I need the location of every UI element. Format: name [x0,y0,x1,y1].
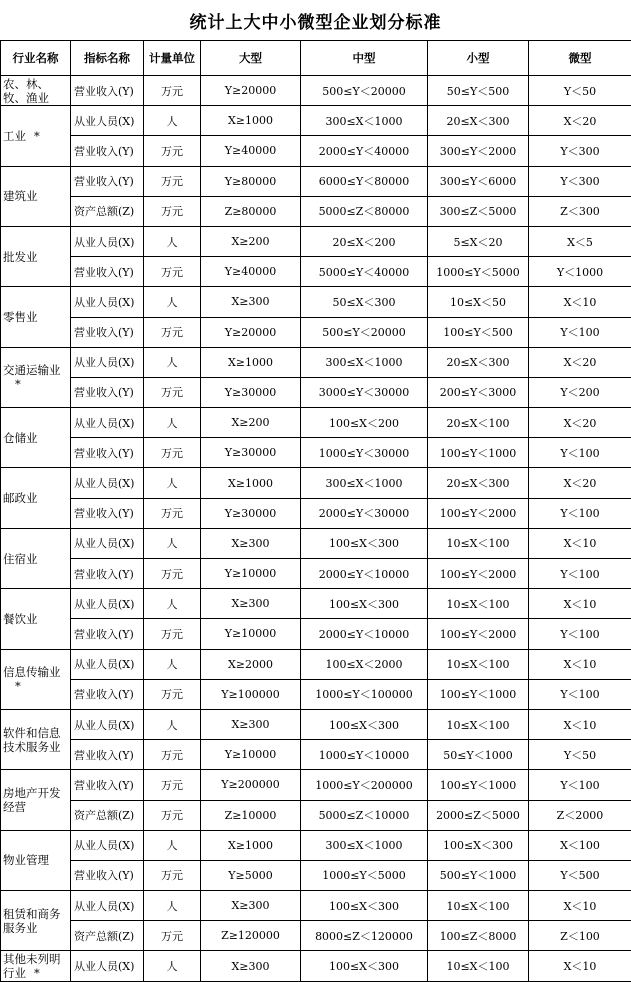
large-cell: X≥1000 [201,106,301,136]
small-cell: 100≤Z＜8000 [428,921,529,951]
unit-cell: 人 [144,106,201,136]
micro-cell: X＜10 [529,649,631,679]
small-cell: 5≤X＜20 [428,226,529,256]
medium-cell: 100≤X＜2000 [301,649,428,679]
metric-cell: 营业收入(Y) [71,740,144,770]
micro-cell: X＜10 [529,287,631,317]
small-cell: 300≤Y＜6000 [428,166,529,196]
medium-cell: 500≤Y＜20000 [301,317,428,347]
unit-cell: 人 [144,589,201,619]
micro-cell: X＜20 [529,347,631,377]
small-cell: 50≤Y＜1000 [428,740,529,770]
large-cell: X≥300 [201,891,301,921]
industry-name-cell [1,287,71,347]
metric-cell: 营业收入(Y) [71,679,144,709]
unit-cell: 万元 [144,921,201,951]
industry-name-cell [1,226,71,286]
metric-cell: 从业人员(X) [71,226,144,256]
header-metric: 指标名称 [71,41,144,76]
industry-name-cell [1,528,71,588]
metric-cell: 资产总额(Z) [71,921,144,951]
unit-cell: 万元 [144,317,201,347]
medium-cell: 2000≤Y＜30000 [301,498,428,528]
unit-cell: 人 [144,287,201,317]
metric-cell: 从业人员(X) [71,106,144,136]
small-cell: 300≤Y＜2000 [428,136,529,166]
metric-cell: 资产总额(Z) [71,196,144,226]
large-cell: Y≥20000 [201,76,301,106]
metric-cell: 营业收入(Y) [71,317,144,347]
table-row [1,528,631,558]
small-cell: 100≤X＜300 [428,830,529,860]
table-row [1,166,631,196]
medium-cell: 300≤X＜1000 [301,830,428,860]
medium-cell: 1000≤Y＜10000 [301,740,428,770]
metric-cell: 营业收入(Y) [71,377,144,407]
metric-cell: 资产总额(Z) [71,800,144,830]
table-row [1,287,631,317]
medium-cell: 100≤X＜300 [301,891,428,921]
metric-cell: 从业人员(X) [71,468,144,498]
micro-cell: Y＜300 [529,166,631,196]
medium-cell: 2000≤Y＜40000 [301,136,428,166]
table-row [1,559,631,589]
industry-name: 交通运输业 [3,363,61,377]
large-cell: X≥1000 [201,347,301,377]
table-row [1,951,631,981]
industry-name: 邮政业 [3,491,38,505]
medium-cell: 300≤X＜1000 [301,468,428,498]
metric-cell: 营业收入(Y) [71,76,144,106]
small-cell: 10≤X＜100 [428,891,529,921]
medium-cell: 100≤X＜300 [301,709,428,739]
micro-cell: Y＜500 [529,860,631,890]
small-cell: 10≤X＜50 [428,287,529,317]
metric-cell: 从业人员(X) [71,287,144,317]
large-cell: X≥1000 [201,830,301,860]
classification-table [0,40,631,982]
table-row [1,438,631,468]
table-row [1,226,631,256]
micro-cell: Y＜300 [529,136,631,166]
large-cell: X≥300 [201,589,301,619]
table-row [1,136,631,166]
large-cell: Z≥80000 [201,196,301,226]
industry-name: 工业 [3,129,26,143]
footnote-star: * [26,966,40,980]
table-row [1,468,631,498]
small-cell: 20≤X＜300 [428,106,529,136]
table-row [1,679,631,709]
micro-cell: Y＜100 [529,559,631,589]
unit-cell: 人 [144,408,201,438]
small-cell: 300≤Z＜5000 [428,196,529,226]
page-title: 统计上大中小微型企业划分标准 [0,0,631,40]
industry-name-cell [1,166,71,226]
metric-cell: 营业收入(Y) [71,257,144,287]
large-cell: X≥2000 [201,649,301,679]
large-cell: Y≥40000 [201,136,301,166]
metric-cell: 从业人员(X) [71,951,144,981]
table-row [1,830,631,860]
large-cell: Z≥120000 [201,921,301,951]
unit-cell: 万元 [144,498,201,528]
industry-name-cell [1,891,71,951]
large-cell: X≥200 [201,408,301,438]
micro-cell: Y＜100 [529,770,631,800]
table-row [1,257,631,287]
industry-name-cell [1,770,71,830]
medium-cell: 500≤Y＜20000 [301,76,428,106]
metric-cell: 从业人员(X) [71,830,144,860]
small-cell: 20≤X＜300 [428,468,529,498]
unit-cell: 万元 [144,136,201,166]
metric-cell: 营业收入(Y) [71,136,144,166]
micro-cell: X＜10 [529,891,631,921]
medium-cell: 100≤X＜300 [301,589,428,619]
micro-cell: X＜10 [529,528,631,558]
small-cell: 10≤X＜100 [428,709,529,739]
metric-cell: 从业人员(X) [71,408,144,438]
table-row [1,106,631,136]
header-small: 小型 [428,41,529,76]
large-cell: Y≥30000 [201,438,301,468]
small-cell: 10≤X＜100 [428,649,529,679]
table-row [1,589,631,619]
small-cell: 200≤Y＜3000 [428,377,529,407]
table-row [1,377,631,407]
medium-cell: 6000≤Y＜80000 [301,166,428,196]
industry-name: 房地产开发经营 [3,786,61,814]
medium-cell: 8000≤Z＜120000 [301,921,428,951]
metric-cell: 营业收入(Y) [71,860,144,890]
large-cell: Y≥30000 [201,498,301,528]
industry-name-cell [1,649,71,709]
medium-cell: 100≤X＜300 [301,951,428,981]
industry-name: 租赁和商务服务业 [3,907,61,935]
small-cell: 10≤X＜100 [428,589,529,619]
unit-cell: 人 [144,891,201,921]
micro-cell: X＜10 [529,709,631,739]
unit-cell: 人 [144,649,201,679]
medium-cell: 1000≤Y＜100000 [301,679,428,709]
table-row [1,76,631,106]
unit-cell: 万元 [144,559,201,589]
footnote-star: * [3,679,68,693]
medium-cell: 1000≤Y＜5000 [301,860,428,890]
footnote-star: * [3,377,68,391]
large-cell: Y≥100000 [201,679,301,709]
micro-cell: X＜20 [529,468,631,498]
metric-cell: 从业人员(X) [71,649,144,679]
table-row [1,408,631,438]
micro-cell: Z＜300 [529,196,631,226]
small-cell: 100≤Y＜1000 [428,679,529,709]
micro-cell: X＜10 [529,951,631,981]
metric-cell: 营业收入(Y) [71,619,144,649]
unit-cell: 万元 [144,800,201,830]
micro-cell: Z＜2000 [529,800,631,830]
micro-cell: X＜100 [529,830,631,860]
table-row [1,891,631,921]
small-cell: 10≤X＜100 [428,951,529,981]
metric-cell: 从业人员(X) [71,347,144,377]
small-cell: 2000≤Z＜5000 [428,800,529,830]
small-cell: 50≤Y＜500 [428,76,529,106]
unit-cell: 万元 [144,438,201,468]
unit-cell: 人 [144,468,201,498]
unit-cell: 人 [144,709,201,739]
large-cell: X≥1000 [201,468,301,498]
medium-cell: 1000≤Y＜200000 [301,770,428,800]
unit-cell: 人 [144,347,201,377]
industry-name: 其他未列明行业 [3,952,61,980]
micro-cell: Z＜100 [529,921,631,951]
header-industry: 行业名称 [1,41,71,76]
unit-cell: 人 [144,528,201,558]
industry-name: 农、林、牧、渔业 [3,77,49,105]
unit-cell: 万元 [144,770,201,800]
micro-cell: Y＜1000 [529,257,631,287]
industry-name-cell [1,468,71,528]
table-row [1,770,631,800]
micro-cell: X＜10 [529,589,631,619]
large-cell: Y≥10000 [201,740,301,770]
medium-cell: 300≤X＜1000 [301,106,428,136]
large-cell: X≥300 [201,287,301,317]
unit-cell: 人 [144,226,201,256]
industry-name-cell [1,709,71,769]
unit-cell: 万元 [144,619,201,649]
unit-cell: 人 [144,830,201,860]
table-row [1,619,631,649]
large-cell: Y≥20000 [201,317,301,347]
table-row [1,860,631,890]
micro-cell: Y＜100 [529,679,631,709]
header-row [1,41,631,76]
medium-cell: 5000≤Z＜80000 [301,196,428,226]
micro-cell: Y＜100 [529,438,631,468]
industry-name: 物业管理 [3,853,49,867]
small-cell: 20≤X＜300 [428,347,529,377]
medium-cell: 100≤X＜200 [301,408,428,438]
small-cell: 100≤Y＜1000 [428,438,529,468]
large-cell: X≥200 [201,226,301,256]
industry-name-cell [1,347,71,407]
header-large: 大型 [201,41,301,76]
metric-cell: 营业收入(Y) [71,498,144,528]
micro-cell: Y＜200 [529,377,631,407]
metric-cell: 营业收入(Y) [71,438,144,468]
industry-name: 信息传输业 [3,665,61,679]
metric-cell: 营业收入(Y) [71,559,144,589]
micro-cell: X＜5 [529,226,631,256]
small-cell: 20≤X＜100 [428,408,529,438]
metric-cell: 从业人员(X) [71,589,144,619]
large-cell: Y≥10000 [201,619,301,649]
large-cell: Y≥5000 [201,860,301,890]
micro-cell: Y＜100 [529,317,631,347]
medium-cell: 2000≤Y＜10000 [301,559,428,589]
medium-cell: 300≤X＜1000 [301,347,428,377]
table-row [1,196,631,226]
header-micro: 微型 [529,41,631,76]
unit-cell: 万元 [144,860,201,890]
industry-name: 餐饮业 [3,612,38,626]
industry-name-cell [1,830,71,890]
metric-cell: 营业收入(Y) [71,166,144,196]
small-cell: 100≤Y＜1000 [428,770,529,800]
table-row [1,649,631,679]
medium-cell: 100≤X＜300 [301,528,428,558]
large-cell: X≥300 [201,951,301,981]
unit-cell: 万元 [144,740,201,770]
industry-name-cell [1,589,71,649]
table-row [1,347,631,377]
medium-cell: 5000≤Y＜40000 [301,257,428,287]
small-cell: 100≤Y＜2000 [428,559,529,589]
unit-cell: 人 [144,951,201,981]
large-cell: Z≥10000 [201,800,301,830]
small-cell: 100≤Y＜500 [428,317,529,347]
micro-cell: Y＜100 [529,498,631,528]
table-row [1,921,631,951]
metric-cell: 从业人员(X) [71,528,144,558]
small-cell: 100≤Y＜2000 [428,498,529,528]
medium-cell: 50≤X＜300 [301,287,428,317]
micro-cell: Y＜100 [529,619,631,649]
small-cell: 100≤Y＜2000 [428,619,529,649]
industry-name: 仓储业 [3,431,38,445]
micro-cell: X＜20 [529,408,631,438]
large-cell: X≥300 [201,709,301,739]
micro-cell: Y＜50 [529,76,631,106]
industry-name: 批发业 [3,250,38,264]
small-cell: 1000≤Y＜5000 [428,257,529,287]
medium-cell: 2000≤Y＜10000 [301,619,428,649]
header-medium: 中型 [301,41,428,76]
table-row [1,740,631,770]
table-row [1,709,631,739]
micro-cell: Y＜50 [529,740,631,770]
metric-cell: 从业人员(X) [71,709,144,739]
unit-cell: 万元 [144,196,201,226]
small-cell: 10≤X＜100 [428,528,529,558]
unit-cell: 万元 [144,76,201,106]
large-cell: Y≥40000 [201,257,301,287]
metric-cell: 营业收入(Y) [71,770,144,800]
medium-cell: 1000≤Y＜30000 [301,438,428,468]
large-cell: Y≥80000 [201,166,301,196]
large-cell: Y≥200000 [201,770,301,800]
industry-name: 住宿业 [3,552,38,566]
unit-cell: 万元 [144,257,201,287]
industry-name-cell [1,106,71,166]
large-cell: Y≥30000 [201,377,301,407]
unit-cell: 万元 [144,377,201,407]
industry-name-cell [1,408,71,468]
small-cell: 500≤Y＜1000 [428,860,529,890]
unit-cell: 万元 [144,166,201,196]
large-cell: Y≥10000 [201,559,301,589]
industry-name: 建筑业 [3,189,38,203]
industry-name: 零售业 [3,310,38,324]
table-row [1,317,631,347]
table-row [1,800,631,830]
table-body [1,76,631,982]
medium-cell: 5000≤Z＜10000 [301,800,428,830]
industry-name: 软件和信息技术服务业 [3,726,61,754]
unit-cell: 万元 [144,679,201,709]
metric-cell: 从业人员(X) [71,891,144,921]
large-cell: X≥300 [201,528,301,558]
table-row [1,498,631,528]
industry-name-cell [1,951,71,981]
header-unit: 计量单位 [144,41,201,76]
micro-cell: X＜20 [529,106,631,136]
medium-cell: 20≤X＜200 [301,226,428,256]
industry-name-cell [1,76,71,106]
footnote-star: * [26,129,40,143]
medium-cell: 3000≤Y＜30000 [301,377,428,407]
